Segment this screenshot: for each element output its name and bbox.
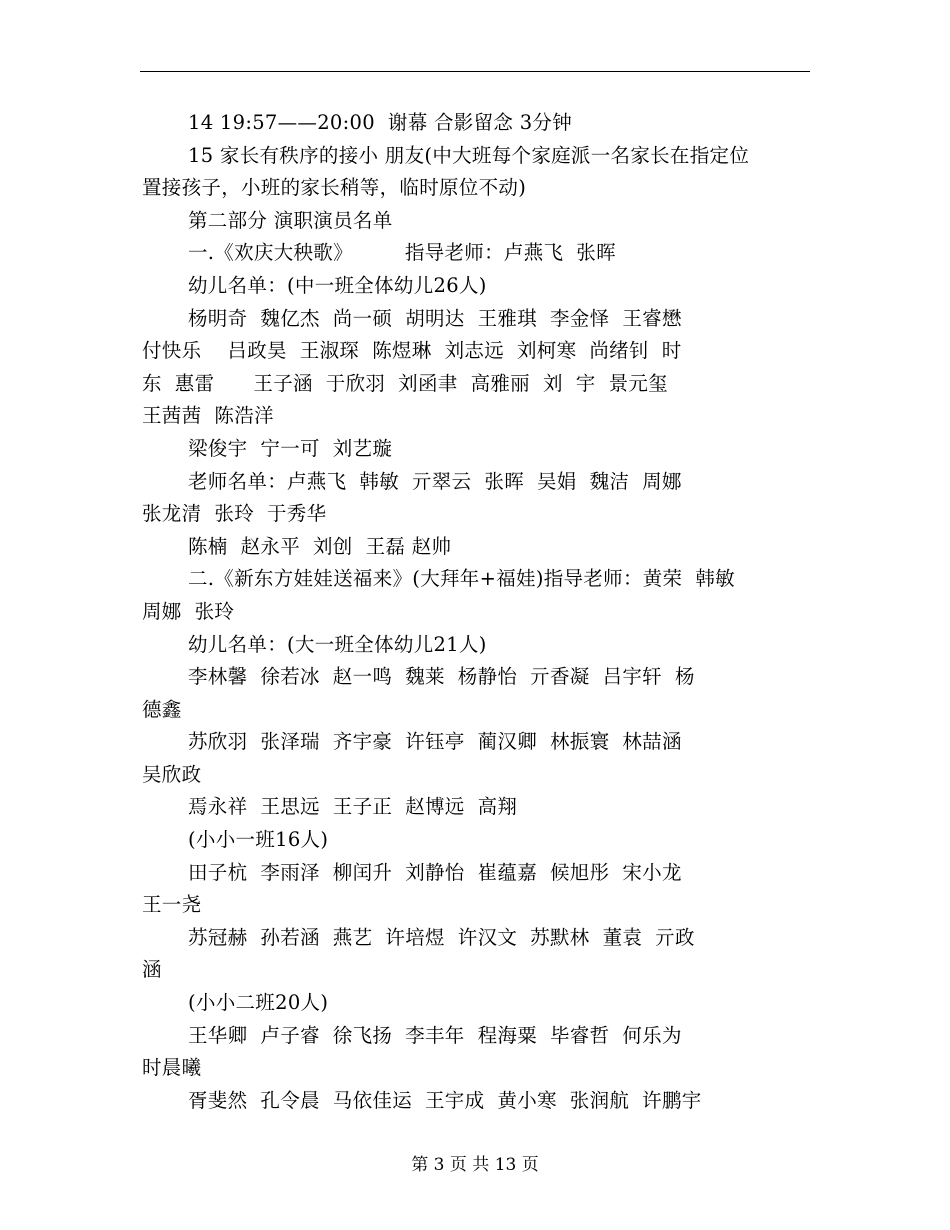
name-row: 李林馨 徐若冰 赵一鸣 魏莱 杨静怡 亓香凝 吕宇轩 杨: [188, 665, 695, 689]
program-2-children-heading: 幼儿名单：(大一班全体幼儿21人): [188, 632, 487, 656]
program-1-children-heading: 幼儿名单：(中一班全体幼儿26人): [188, 273, 487, 297]
name-row: 苏冠赫 孙若涵 燕艺 许培煜 许汉文 苏默林 董袁 亓政: [188, 925, 695, 949]
name-row: 陈楠 赵永平 刘创 王磊 赵帅: [188, 534, 452, 558]
name-row: 杨明奇 魏亿杰 尚一硕 胡明达 王雅琪 李金怿 王睿懋: [188, 306, 682, 330]
name-row: 东 惠雷 王子涵 于欣羽 刘函聿 高雅丽 刘 宇 景元玺: [142, 371, 668, 395]
name-row: 王一尧: [142, 893, 202, 917]
class-heading-xiaoxiao-1: (小小一班16人): [188, 828, 329, 852]
name-row: 苏欣羽 张泽瑞 齐宇豪 许钰亭 蔺汉卿 林振寰 林喆涵: [188, 730, 682, 754]
section-heading: 第二部分 演职演员名单: [188, 208, 393, 232]
name-row: 梁俊宇 宁一可 刘艺璇: [188, 436, 393, 460]
name-row: 德鑫: [142, 697, 182, 721]
name-row: 王茜茜 陈浩洋: [142, 404, 274, 428]
name-row: 胥斐然 孔令晨 马依佳运 王宇成 黄小寒 张润航 许鹏宇: [188, 1088, 702, 1112]
schedule-item-14: 14 19:57——20:00 谢幕 合影留念 3分钟: [188, 111, 573, 134]
name-row: 涵: [142, 958, 162, 982]
class-heading-xiaoxiao-2: (小小二班20人): [188, 991, 329, 1015]
page-number-footer: 第 3 页 共 13 页: [411, 1155, 539, 1175]
document-body: [142, 107, 810, 1117]
name-row: 吴欣政: [142, 762, 202, 786]
name-row: 田子杭 李雨泽 柳闰升 刘静怡 崔蕴嘉 候旭彤 宋小龙: [188, 860, 682, 884]
name-row: 焉永祥 王思远 王子正 赵博远 高翔: [188, 795, 518, 819]
schedule-item-15: 15 家长有秩序的接小 朋友(中大班每个家庭派一名家长在指定位: [188, 143, 750, 167]
schedule-item-15-cont: 置接孩子，小班的家长稍等，临时原位不动): [142, 176, 527, 200]
name-row: 付快乐 吕政昊 王淑琛 陈煜琳 刘志远 刘柯寒 尚绪钊 时: [142, 339, 682, 363]
name-row: 张龙清 张玲 于秀华: [142, 502, 327, 526]
program-2-title-cont: 周娜 张玲: [142, 599, 235, 623]
program-2-title: 二.《新东方娃娃送福来》(大拜年+福娃)指导老师：黄荣 韩敏: [188, 567, 735, 591]
name-row: 王华卿 卢子睿 徐飞扬 李丰年 程海粟 毕睿哲 何乐为: [188, 1023, 682, 1047]
header-rule: [140, 71, 810, 72]
name-row: 时晨曦: [142, 1056, 202, 1080]
program-1-teachers: 老师名单：卢燕飞 韩敏 亓翠云 张晖 吴娟 魏洁 周娜: [188, 469, 682, 493]
program-1-title: 一.《欢庆大秧歌》 指导老师：卢燕飞 张晖: [188, 241, 616, 265]
